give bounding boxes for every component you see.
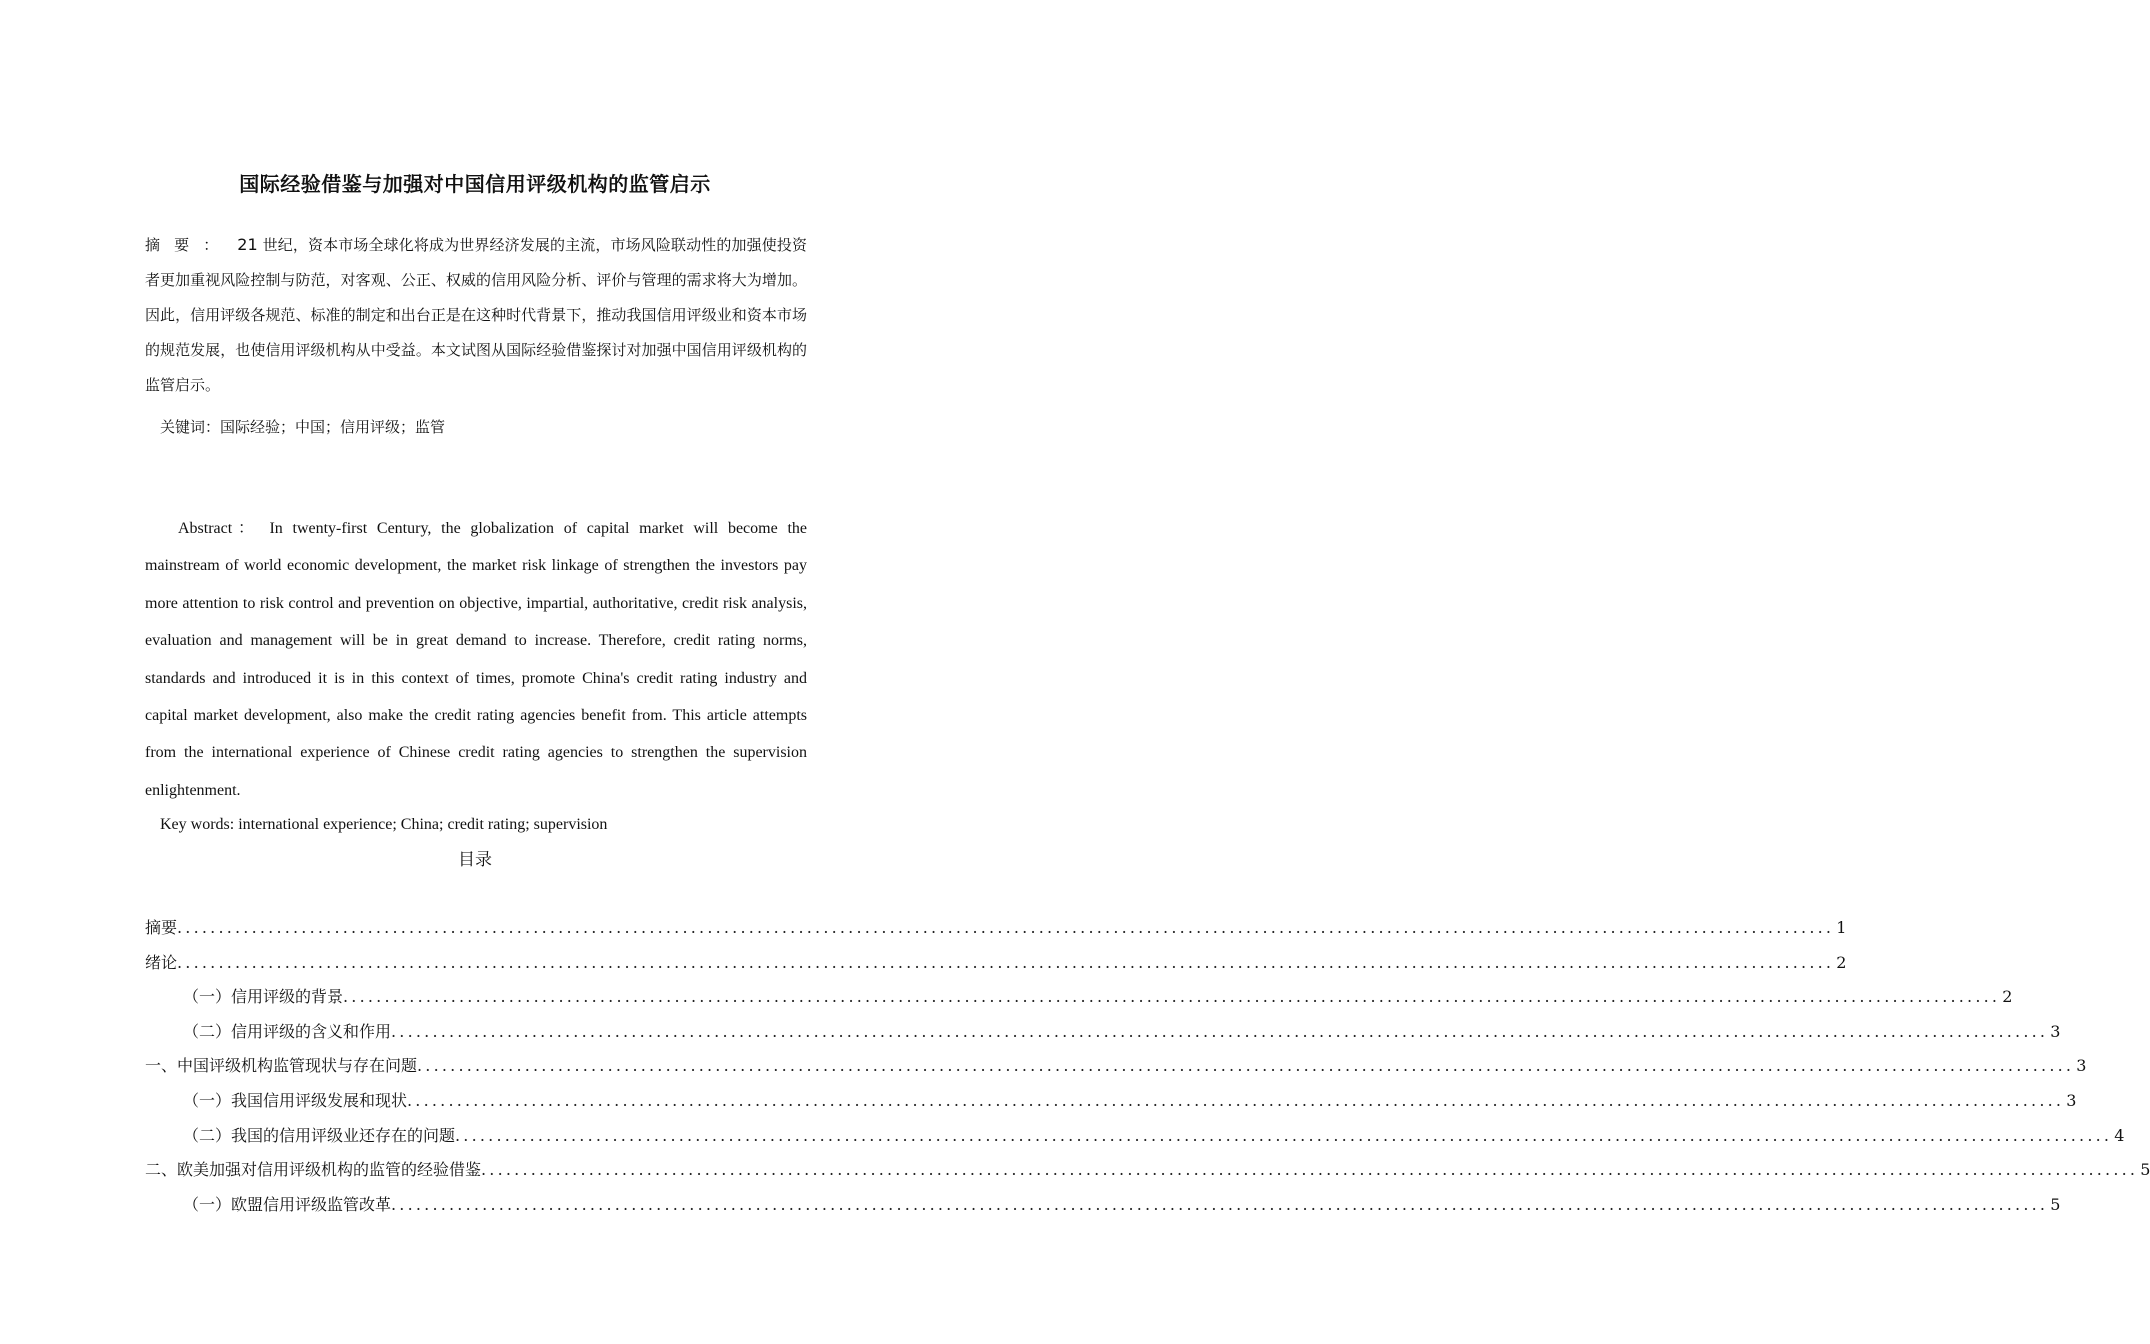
- toc-entry-text: （一）信用评级的背景: [183, 987, 344, 1007]
- toc-leader-dots: ........................................................................................................................................................................................................: [407, 1090, 2065, 1110]
- toc-entry-text: 一、中国评级机构监管现状与存在问题: [145, 1056, 418, 1076]
- toc-entry[interactable]: [145, 1049, 2087, 1084]
- english-abstract: [145, 510, 807, 809]
- chinese-abstract-label: 摘要：: [145, 236, 233, 254]
- toc-entry-text: （二）信用评级的含义和作用: [183, 1021, 392, 1041]
- toc-page-number: 3: [2066, 1090, 2077, 1110]
- toc-entry[interactable]: [145, 1188, 2061, 1223]
- toc-entry[interactable]: [145, 946, 1847, 981]
- chinese-keywords-text: 国际经验；中国；信用评级；监管: [220, 418, 446, 436]
- toc-leader-dots: ........................................................................................................................................................................................................: [391, 1194, 2049, 1214]
- toc-entry-text: 摘要: [145, 918, 178, 937]
- toc-entry[interactable]: [145, 980, 2013, 1015]
- toc-page-number: 3: [2050, 1021, 2061, 1041]
- toc-entry-text: （一）欧盟信用评级监管改革: [183, 1194, 392, 1214]
- toc-leader-dots: ........................................................................................................................................................................................................: [481, 1160, 2139, 1180]
- toc-entry[interactable]: [145, 911, 1847, 946]
- toc-page-number: 5: [2140, 1160, 2150, 1180]
- toc-page-number: 2: [1836, 952, 1847, 972]
- english-keywords: [160, 810, 800, 840]
- toc-title: 目录: [458, 850, 492, 870]
- toc-entry[interactable]: [145, 1153, 2150, 1188]
- chinese-keywords-label: 关键词：: [160, 418, 221, 436]
- toc-entry[interactable]: [145, 1015, 2061, 1050]
- english-abstract-text: In twenty-first Century, the globalization of capital market will become the mainstream of world economic development, the market risk linkage of strengthen the investors pay more attention to risk control and prevention on objective, impartial, authoritative, credit risk analysis, evaluation and management will be in great demand to increase. Therefore, credit rating norms, standards and introduced it is in this context of times, promote China's credit rating industry and capital market development, also make the credit rating agencies benefit from. This article attempts from the international experience of Chinese credit rating agencies to strengthen the supervision enlightenment.: [145, 520, 807, 799]
- chinese-keywords: [160, 412, 800, 442]
- chinese-abstract-number: 21: [237, 235, 258, 254]
- english-keywords-text: international experience; China; credit rating; supervision: [238, 816, 608, 833]
- toc-entry-text: （二）我国的信用评级业还存在的问题: [183, 1125, 456, 1145]
- toc-page-number: 3: [2076, 1056, 2087, 1076]
- toc-leader-dots: ........................................................................................................................................................................................................: [177, 918, 1835, 937]
- english-keywords-label: Key words:: [160, 816, 235, 833]
- table-of-contents: [145, 911, 2150, 1222]
- toc-page-number: 1: [1836, 918, 1847, 937]
- toc-page-number: 2: [2002, 987, 2013, 1007]
- toc-leader-dots: ........................................................................................................................................................................................................: [177, 952, 1835, 972]
- chinese-abstract-text: 世纪，资本市场全球化将成为世界经济发展的主流，市场风险联动性的加强使投资者更加重视风险控制与防范，对客观、公正、权威的信用风险分析、评价与管理的需求将大为增加。因此，信用评级各规范、标准的制定和出台正是在这种时代背景下，推动我国信用评级业和资本市场的规范发展，也使信用评级机构从中受益。本文试图从国际经验借鉴探讨对加强中国信用评级机构的监管启示。: [145, 236, 807, 394]
- english-abstract-label: Abstract：: [178, 520, 260, 537]
- toc-leader-dots: ........................................................................................................................................................................................................: [391, 1021, 2049, 1041]
- toc-page-number: 5: [2050, 1194, 2061, 1214]
- toc-entry-text: 二、欧美加强对信用评级机构的监管的经验借鉴: [145, 1160, 482, 1180]
- toc-leader-dots: ........................................................................................................................................................................................................: [343, 987, 2001, 1007]
- toc-entry[interactable]: [145, 1084, 2077, 1119]
- toc-leader-dots: ........................................................................................................................................................................................................: [417, 1056, 2075, 1076]
- chinese-abstract: [145, 227, 807, 403]
- toc-entry-text: 绪论: [145, 952, 178, 972]
- toc-entry[interactable]: [145, 1119, 2125, 1154]
- toc-entry-text: （一）我国信用评级发展和现状: [183, 1090, 408, 1110]
- toc-page-number: 4: [2114, 1125, 2125, 1145]
- document-title: 国际经验借鉴与加强对中国信用评级机构的监管启示: [239, 172, 711, 197]
- toc-leader-dots: ........................................................................................................................................................................................................: [455, 1125, 2113, 1145]
